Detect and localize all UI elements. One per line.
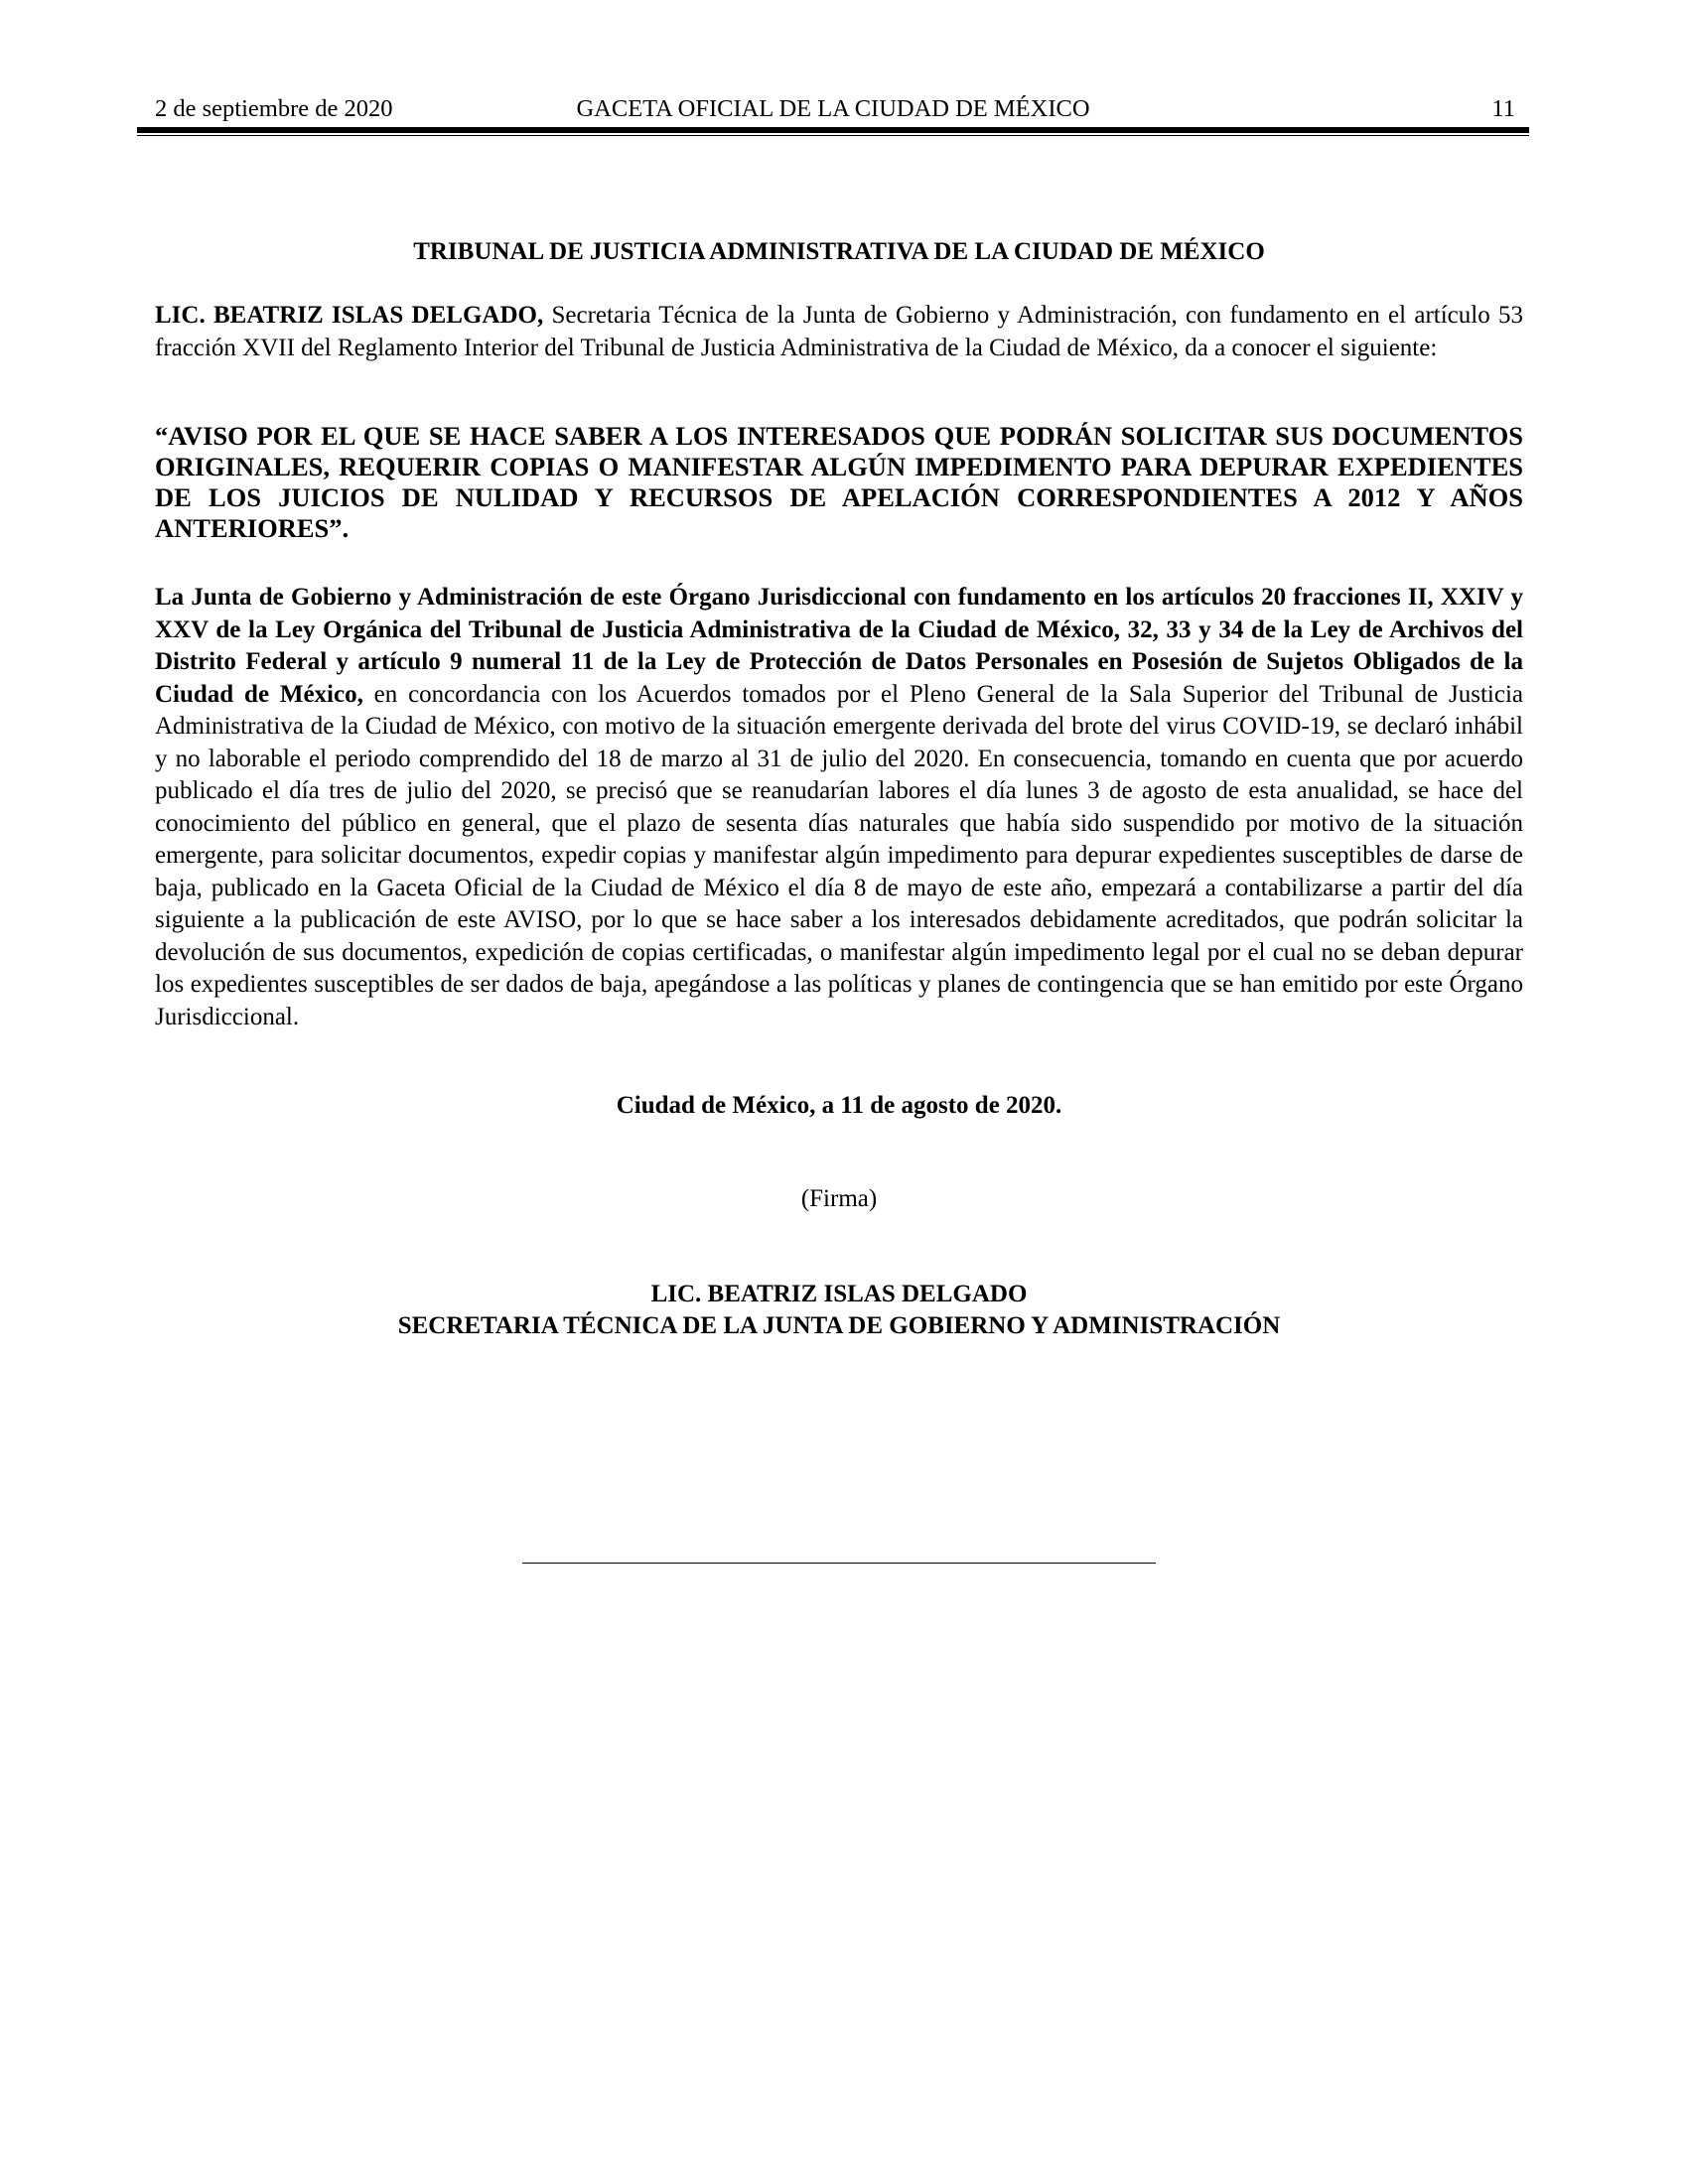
intro-name: LIC. BEATRIZ ISLAS DELGADO, bbox=[155, 302, 544, 329]
page-header bbox=[137, 95, 1529, 125]
signature-note: (Firma) bbox=[800, 1185, 878, 1212]
header-rule-thick bbox=[137, 127, 1529, 133]
closing-rule bbox=[522, 1563, 1156, 1564]
intro-text: Secretaria Técnica de la Junta de Gobierno y Administración, con fundamento en el artículo 53 fracción XVII del Reglamento Interior del Tribunal de Justicia Administrativa de la Ciudad de México, da a conocer el siguiente: bbox=[155, 302, 1524, 361]
signer-name: LIC. BEATRIZ ISLAS DELGADO bbox=[650, 1281, 1028, 1307]
document-title: TRIBUNAL DE JUSTICIA ADMINISTRATIVA DE LA CIUDAD DE MÉXICO bbox=[413, 238, 1265, 265]
intro-paragraph bbox=[155, 300, 1523, 364]
header-page-number: 11 bbox=[1491, 95, 1515, 122]
aviso-title: “AVISO POR EL QUE SE HACE SABER A LOS INTERESADOS QUE PODRÁN SOLICITAR SUS DOCUMENTOS ORIGINALES, REQUERIR COPIAS O MANIFESTAR ALGÚN IMPEDIMENTO PARA DEPURAR EXPEDIENTES DE LOS JUICIOS DE NULIDAD Y RECURSOS DE APELACIÓN CORRESPONDIENTES A 2012 Y AÑOS ANTERIORES”. bbox=[155, 421, 1523, 543]
header-rule-thin bbox=[137, 135, 1529, 136]
place-date: Ciudad de México, a 11 de agosto de 2020. bbox=[616, 1092, 1062, 1119]
signer-position: SECRETARIA TÉCNICA DE LA JUNTA DE GOBIERNO Y ADMINISTRACIÓN bbox=[397, 1312, 1281, 1339]
body-regular-text: en concordancia con los Acuerdos tomados por el Pleno General de la Sala Superior del Tribunal de Justicia Administrativa de la Ciudad de México, con motivo de la situación emergente derivada del brote del virus COVID-19, se declaró inhábil y no laborable el periodo comprendido del 18 de marzo al 31 de julio del 2020. En consecuencia, tomando en cuenta que por acuerdo publicado el día tres de julio del 2020, se precisó que se reanudarían labores el día lunes 3 de agosto de esta anualidad, se hace del conocimiento del público en general, que el plazo de sesenta días naturales que había sido suspendido por motivo de la situación emergente, para solicitar documentos, expedir copias y manifestar algún impedimento para depurar expedientes susceptibles de darse de baja, publicado en la Gaceta Oficial de la Ciudad de México el día 8 de mayo de este año, empezará a contabilizarse a partir del día siguiente a la publicación de este AVISO, por lo que se hace saber a los interesados debidamente acreditados, que podrán solicitar la devolución de sus documentos, expedición de copias certificadas, o manifestar algún impedimento legal por el cual no se deban depurar los expedientes susceptibles de ser dados de baja, apegándose a las políticas y planes de contingencia que se han emitido por este Órgano Jurisdiccional. bbox=[155, 680, 1523, 1030]
body-paragraph bbox=[155, 582, 1523, 1033]
header-publication-title: GACETA OFICIAL DE LA CIUDAD DE MÉXICO bbox=[576, 95, 1090, 122]
body-bold-text: La Junta de Gobierno y Administración de este Órgano Jurisdiccional con fundamento en los artículos 20 fracciones II, XXIV y XXV de la Ley Orgánica del Tribunal de Justicia Administrativa de la Ciudad de México, 32, 33 y 34 de la Ley de Archivos del Distrito Federal y artículo 9 numeral 11 de la Ley de Protección de Datos Personales en Posesión de Sujetos Obligados de la Ciudad de México, bbox=[155, 584, 1523, 708]
signer-block bbox=[155, 1279, 1523, 1342]
header-date: 2 de septiembre de 2020 bbox=[155, 95, 393, 122]
